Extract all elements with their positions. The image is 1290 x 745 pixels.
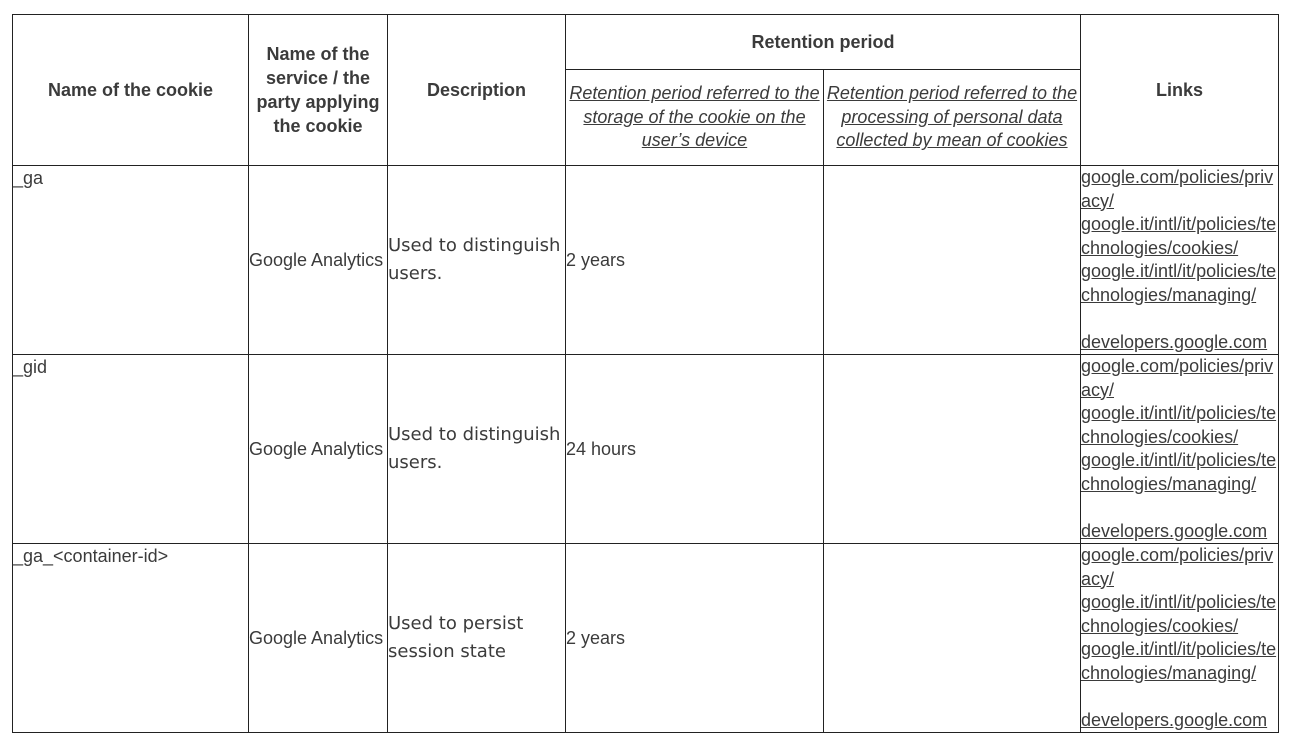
links-cell [1081, 166, 1279, 355]
table-row [13, 166, 1279, 355]
retention-storage-cell: 24 hours [566, 355, 824, 544]
cookie-name-cell: _ga_<container-id> [13, 544, 249, 733]
header-links: Links [1081, 15, 1279, 166]
header-row-top [13, 15, 1279, 70]
header-retention-processing: Retention period referred to the processing of personal data collected by mean of cookies [824, 70, 1081, 166]
header-retention-period: Retention period [566, 15, 1081, 70]
service-cell: Google Analytics [249, 544, 388, 733]
retention-processing-cell [824, 166, 1081, 355]
privacy-policy-link[interactable]: google.com/policies/privacy/ [1081, 356, 1274, 400]
links-cell [1081, 355, 1279, 544]
cookies-policy-link[interactable]: google.it/intl/it/policies/technologies/cookies/ [1081, 214, 1277, 258]
description-cell: Used to distinguish users. [388, 355, 566, 544]
managing-policy-link[interactable]: google.it/intl/it/policies/technologies/managing/ [1081, 261, 1277, 305]
description-cell: Used to persist session state [388, 544, 566, 733]
service-cell: Google Analytics [249, 355, 388, 544]
header-retention-storage: Retention period referred to the storage of the cookie on the user’s device [566, 70, 824, 166]
retention-storage-cell: 2 years [566, 166, 824, 355]
header-description: Description [388, 15, 566, 166]
retention-storage-cell: 2 years [566, 544, 824, 733]
cookies-policy-link[interactable]: google.it/intl/it/policies/technologies/cookies/ [1081, 592, 1277, 636]
cookie-name-cell: _gid [13, 355, 249, 544]
service-cell: Google Analytics [249, 166, 388, 355]
developers-link[interactable]: developers.google.com [1081, 331, 1268, 352]
links-cell [1081, 544, 1279, 733]
cookie-name-cell: _ga [13, 166, 249, 355]
managing-policy-link[interactable]: google.it/intl/it/policies/technologies/managing/ [1081, 639, 1277, 683]
table-row [13, 355, 1279, 544]
developers-link[interactable]: developers.google.com [1081, 520, 1268, 541]
privacy-policy-link[interactable]: google.com/policies/privacy/ [1081, 545, 1274, 589]
header-service: Name of the service / the party applying the cookie [249, 15, 388, 166]
developers-link[interactable]: developers.google.com [1081, 709, 1268, 730]
cookies-policy-link[interactable]: google.it/intl/it/policies/technologies/cookies/ [1081, 403, 1277, 447]
cookie-table [12, 14, 1279, 733]
table-row [13, 544, 1279, 733]
retention-processing-cell [824, 544, 1081, 733]
retention-processing-cell [824, 355, 1081, 544]
privacy-policy-link[interactable]: google.com/policies/privacy/ [1081, 167, 1274, 211]
managing-policy-link[interactable]: google.it/intl/it/policies/technologies/managing/ [1081, 450, 1277, 494]
header-cookie-name: Name of the cookie [13, 15, 249, 166]
description-cell: Used to distinguish users. [388, 166, 566, 355]
